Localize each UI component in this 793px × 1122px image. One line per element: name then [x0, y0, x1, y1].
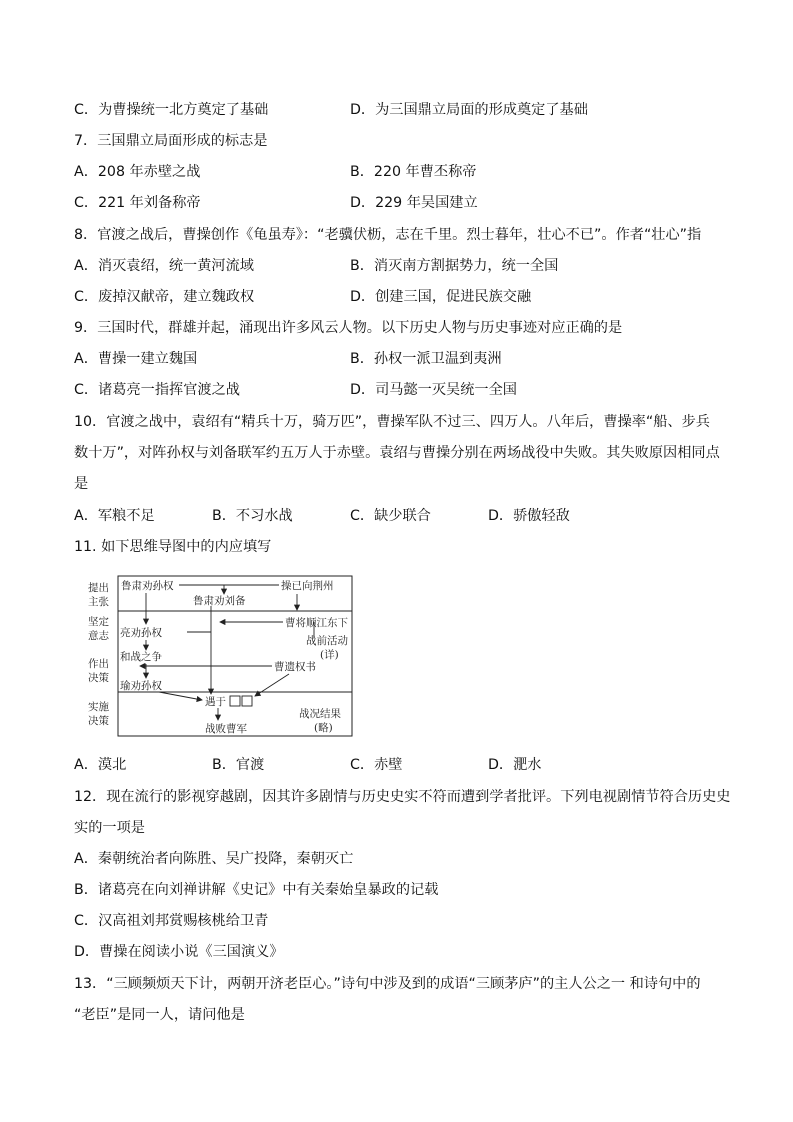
q10-stem-line3: 是 [74, 476, 89, 492]
q12-stem-line2: 实的一项是 [74, 820, 145, 836]
row-label-1b: 主张 [88, 596, 109, 608]
q8-stem: 8．官渡之战后，曹操创作《龟虽寿》：“老骥伏枥，志在千里。烈士暮年，壮心不已”。作者“壮心”指 [74, 227, 702, 243]
q13-stem-line2: “老臣”是同一人，请问他是 [74, 1007, 245, 1023]
blank-box-1 [230, 696, 240, 706]
q12-option-c: C．汉高祖刘邦赏赐核桃给卫青 [74, 913, 269, 929]
q8-option-b: B．消灭南方割据势力，统一全国 [350, 258, 559, 274]
q6-option-d: D．为三国鼎立局面的形成奠定了基础 [350, 102, 588, 118]
node-zhankuang: 战况结果 [299, 708, 341, 720]
row-label-2a: 坚定 [88, 616, 109, 628]
q10-option-d: D．骄傲轻敌 [488, 508, 570, 524]
q11-option-c: C．赤壁 [350, 757, 403, 773]
node-lusu-liu: 鲁肃劝刘备 [193, 595, 246, 607]
mind-map-diagram [74, 574, 356, 740]
q12-option-d: D．曹操在阅读小说《三国演义》 [74, 944, 284, 960]
node-liang-quan: 亮劝孙权 [120, 627, 162, 639]
q11-option-b: B．官渡 [212, 757, 265, 773]
node-hezhan: 和战之争 [120, 651, 162, 663]
q7-option-c: C．221 年刘备称帝 [74, 195, 201, 211]
row-label-4b: 决策 [88, 715, 109, 727]
blank-box-2 [242, 696, 252, 706]
q9-option-b: B．孙权一派卫温到夷洲 [350, 351, 502, 367]
row-label-2b: 意志 [88, 630, 109, 642]
row-label-4a: 实施 [88, 701, 109, 713]
q9-stem: 9．三国时代，群雄并起，涌现出许多风云人物。以下历史人物与历史事迹对应正确的是 [74, 320, 623, 336]
q8-option-d: D．创建三国，促进民族交融 [350, 289, 532, 305]
node-yuyu: 遇于 [205, 696, 226, 708]
q8-option-c: C．废掉汉献帝，建立魏政权 [74, 289, 255, 305]
q7-option-a: A．208 年赤壁之战 [74, 164, 201, 180]
q7-option-b: B．220 年曹丕称帝 [350, 164, 477, 180]
q10-option-a: A．军粮不足 [74, 508, 155, 524]
q12-stem-line1: 12．现在流行的影视穿越剧，因其许多剧情与历史史实不符而遭到学者批评。下列电视剧情节符合历史史 [74, 789, 731, 805]
q10-stem-line1: 10．官渡之战中，袁绍有“精兵十万，骑万匹”，曹操军队不过三、四万人。八年后，曹操率“船、步兵 [74, 414, 710, 430]
q12-option-a: A．秦朝统治者向陈胜、吴广投降，秦朝灭亡 [74, 851, 354, 867]
mind-map-svg [74, 574, 356, 740]
row-label-1a: 提出 [88, 582, 109, 594]
q7-stem: 7．三国鼎立局面形成的标志是 [74, 133, 268, 149]
q9-option-c: C．诸葛亮一指挥官渡之战 [74, 382, 240, 398]
q11-option-d: D．淝水 [488, 757, 542, 773]
node-zhanbai: 战败曹军 [205, 723, 247, 735]
node-cao-jingzhou: 操已向荆州 [281, 580, 334, 592]
node-cao-jiangdong: 曹将顺江东下 [285, 617, 348, 629]
q10-stem-line2: 数十万”，对阵孙权与刘备联军约五万人于赤壁。袁绍与曹操分别在两场战役中失败。其失败原因相同点 [74, 445, 720, 461]
q9-option-d: D．司马懿一灭吴统一全国 [350, 382, 517, 398]
q8-option-a: A．消灭袁绍，统一黄河流域 [74, 258, 254, 274]
node-lue: (略) [314, 722, 333, 734]
row-label-3a: 作出 [88, 658, 109, 670]
q13-stem-line1: 13．“三顾频烦天下计，两朝开济老臣心。”诗句中涉及到的成语“三顾茅庐”的主人公之一 和诗句中的 [74, 976, 701, 992]
node-lusu-quan: 鲁肃劝孙权 [121, 580, 174, 592]
node-cao-shu: 曹遗权书 [274, 661, 316, 673]
q12-option-b: B．诸葛亮在向刘禅讲解《史记》中有关秦始皇暴政的记载 [74, 882, 439, 898]
row-label-3b: 决策 [88, 672, 109, 684]
q10-option-b: B．不习水战 [212, 508, 293, 524]
node-zhanqian: 战前活动 [306, 635, 348, 647]
q6-option-c: C．为曹操统一北方奠定了基础 [74, 102, 269, 118]
q11-stem: 11. 如下思维导图中的内应填写 [74, 539, 272, 555]
q9-option-a: A．曹操一建立魏国 [74, 351, 198, 367]
node-xiang: (详) [320, 649, 339, 661]
q7-option-d: D．229 年吴国建立 [350, 195, 478, 211]
node-yu-quan: 瑜劝孙权 [120, 680, 162, 692]
q11-option-a: A．漠北 [74, 757, 127, 773]
q10-option-c: C．缺少联合 [350, 508, 431, 524]
